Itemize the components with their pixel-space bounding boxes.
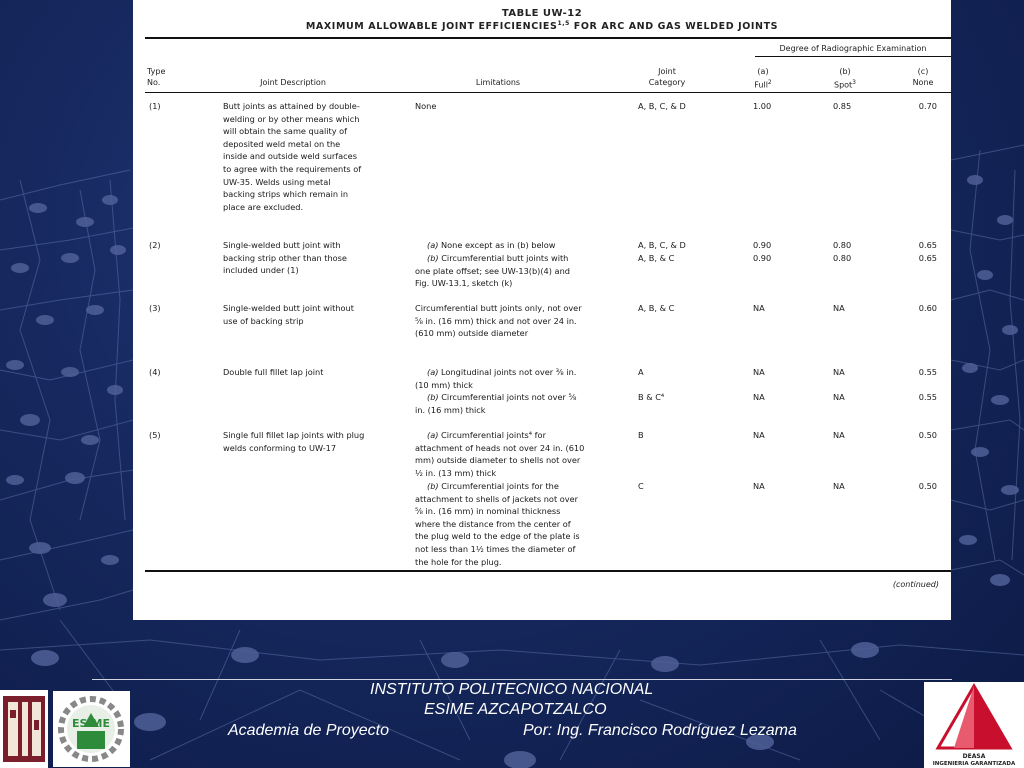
svg-text:INGENIERIA GARANTIZADA: INGENIERIA GARANTIZADA — [932, 761, 1016, 767]
row5-none-a: 0.50 — [918, 430, 937, 440]
row1-description: Butt joints as attained by double-welding or by other means which will obtain the same quality of deposited weld metal on the inside and outside weld surfaces to agree with the requirements of UW-35. Welds using metal backing strips which remain in place are excluded. — [223, 101, 362, 212]
degree-header: Degree of Radiographic Examination — [779, 44, 927, 53]
row4-full-a: NA — [753, 367, 765, 377]
esime-logo — [53, 691, 130, 767]
row2-type: (2) — [149, 240, 161, 250]
row4-description: Double full fillet lap joint — [223, 367, 324, 377]
row1-full: 1.00 — [753, 101, 772, 111]
continued-note: (continued) — [892, 580, 939, 589]
footer-academy: Academia de Proyecto — [228, 722, 389, 739]
row4-none-b: 0.55 — [918, 392, 937, 402]
row4-category-b: B & C⁴ — [638, 392, 665, 402]
header-description: Joint Description — [260, 78, 326, 87]
table-title: TABLE UW-12 — [501, 8, 583, 19]
svg-text:DEASA: DEASA — [962, 753, 986, 760]
row2-limitation-a: (a) None except as in (b) below — [427, 240, 556, 250]
row1-none: 0.70 — [918, 101, 937, 111]
footer-author: Por: Ing. Francisco Rodríguez Lezama — [523, 722, 797, 739]
row5-category-a: B — [638, 430, 644, 440]
header-full: (a) Full$^2$ — [754, 67, 772, 90]
row5-spot-a: NA — [833, 430, 845, 440]
row2-spot-b: 0.80 — [833, 253, 852, 263]
row5-full-a: NA — [753, 430, 765, 440]
row5-full-b: NA — [753, 481, 765, 491]
header-type: Type No. — [147, 67, 166, 87]
row5-none-b: 0.50 — [918, 481, 937, 491]
header-limitations: Limitations — [475, 78, 521, 87]
ipn-logo — [0, 690, 48, 768]
row5-description: Single full fillet lap joints with plug welds conforming to UW-17 — [223, 430, 365, 453]
row4-none-a: 0.55 — [918, 367, 937, 377]
footer-institution: INSTITUTO POLITECNICO NACIONAL — [370, 681, 654, 698]
row4-category-a: A — [638, 367, 644, 377]
row4-spot-a: NA — [833, 367, 845, 377]
row4-limitation-a: (a) Longitudinal joints not over ³⁄₈ in. (10 mm) thick — [415, 367, 577, 390]
row2-category-a: A, B, C, & D — [638, 240, 686, 250]
table-subtitle: MAXIMUM ALLOWABLE JOINT EFFICIENCIES$^{1,5}$ FOR ARC AND GAS WELDED JOINTS — [305, 20, 779, 33]
row4-full-b: NA — [753, 392, 765, 402]
row5-limitation-b: (b) Circumferential joints for the attachment to shells of jackets not over ⁵⁄₈ in. (16 mm) in nominal thickness where the distance from the center of the plug weld to the edge of the plate is not less than 1½ times the diameter of the hole for the plug. — [415, 481, 580, 567]
row4-type: (4) — [149, 367, 161, 377]
row1-spot: 0.85 — [833, 101, 852, 111]
row1-limitation: None — [415, 101, 437, 111]
row5-type: (5) — [149, 430, 161, 440]
table-top-rule — [145, 37, 951, 39]
row2-none-a: 0.65 — [918, 240, 937, 250]
row2-none-b: 0.65 — [918, 253, 937, 263]
header-category: Joint Category — [648, 67, 686, 87]
row5-limitation-a: (a) Circumferential joints⁴ for attachment of heads not over 24 in. (610 mm) outside diameter to shells not over ½ in. (13 mm) thick — [415, 430, 585, 478]
table-bottom-rule — [145, 570, 951, 572]
table-document — [133, 0, 951, 620]
row5-category-b: C — [638, 481, 644, 491]
header-spot: (b) Spot$^3$ — [833, 67, 856, 90]
footer-school: ESIME AZCAPOTZALCO — [424, 701, 607, 718]
row2-full-a: 0.90 — [753, 240, 772, 250]
svg-text:ESIME: ESIME — [72, 717, 110, 730]
row4-spot-b: NA — [833, 392, 845, 402]
row4-limitation-b: (b) Circumferential joints not over ⁵⁄₈ in. (16 mm) thick — [415, 392, 577, 415]
row2-spot-a: 0.80 — [833, 240, 852, 250]
row1-type: (1) — [149, 101, 161, 111]
row3-description: Single-welded butt joint without use of backing strip — [223, 303, 354, 326]
row3-type: (3) — [149, 303, 161, 313]
footer-divider — [92, 679, 952, 680]
row3-full: NA — [753, 303, 765, 313]
degree-header-rule — [755, 56, 951, 57]
row1-category: A, B, C, & D — [638, 101, 686, 111]
deasa-logo — [924, 682, 1024, 768]
row2-full-b: 0.90 — [753, 253, 772, 263]
row5-spot-b: NA — [833, 481, 845, 491]
row3-spot: NA — [833, 303, 845, 313]
row2-category-b: A, B, & C — [638, 253, 675, 263]
row2-limitation-b: (b) Circumferential butt joints with one plate offset; see UW-13(b)(4) and Fig. UW-13.1, sketch (k) — [415, 253, 570, 289]
header-rule — [145, 92, 951, 93]
row3-none: 0.60 — [918, 303, 937, 313]
row3-category: A, B, & C — [638, 303, 675, 313]
header-none: (c) None — [912, 67, 934, 87]
row2-description: Single-welded butt joint with backing strip other than those included under (1) — [223, 240, 347, 276]
row3-limitation: Circumferential butt joints only, not over ⁵⁄₈ in. (16 mm) thick and not over 24 in. (610 mm) outside diameter — [415, 303, 582, 339]
